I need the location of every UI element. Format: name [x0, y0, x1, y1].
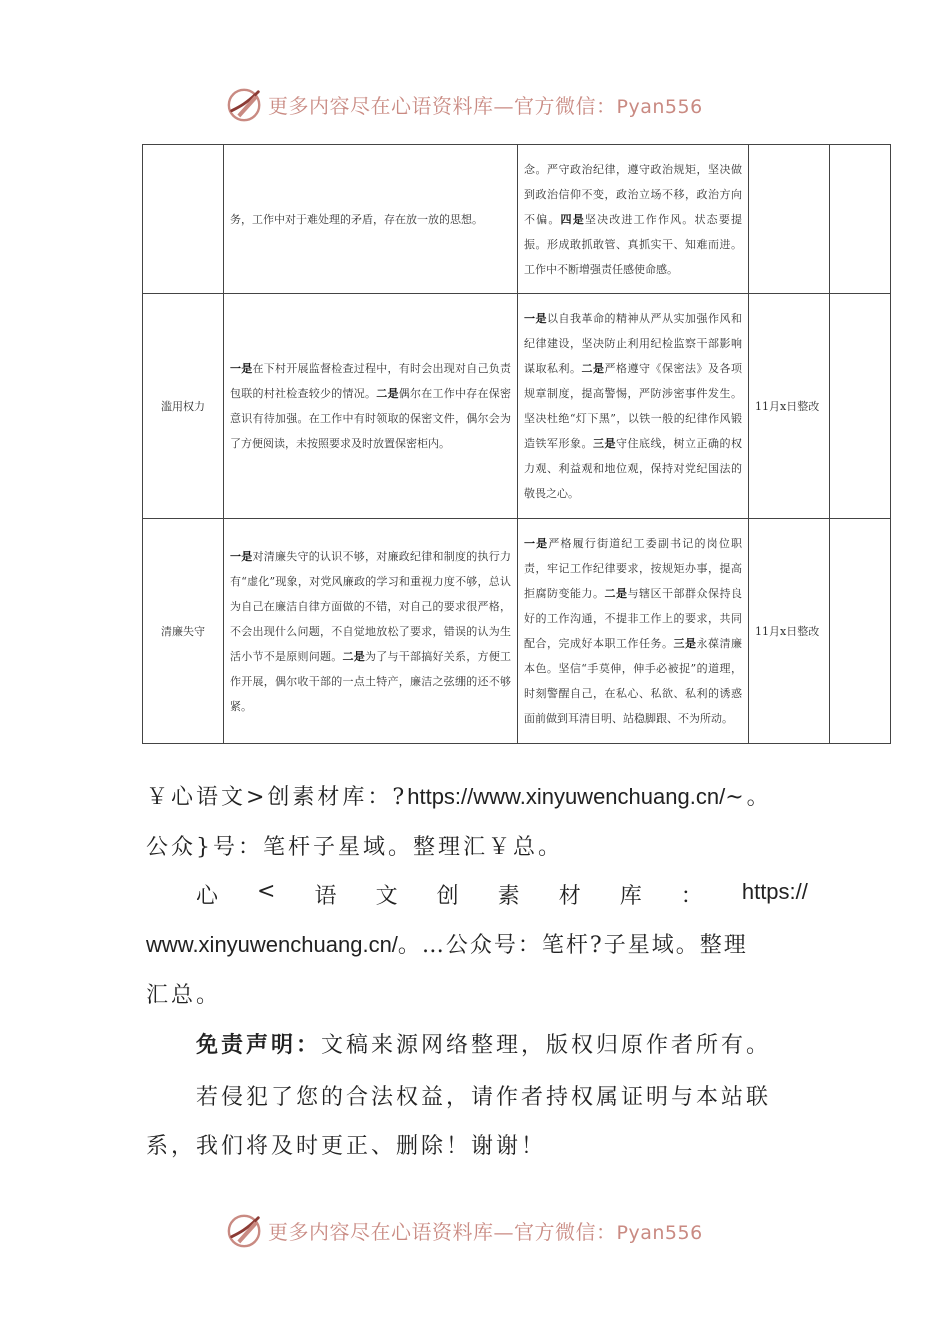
source-line-5: 汇总。	[146, 983, 222, 1008]
item-lead: 二是	[376, 387, 399, 400]
item-lead: 二是	[604, 587, 628, 600]
item-lead: 三是	[673, 637, 697, 650]
item-text: 守住底线，树立正确的权力观、利益观和地位观，保持对党纪国法的敬畏之心。	[524, 437, 742, 500]
pen-logo-icon	[226, 86, 264, 124]
item-lead: 一是	[230, 549, 253, 563]
item-text: 严格遵守《保密法》及各项规章制度，提高警惕，严防涉密事件发生。坚决杜绝“灯下黑”，以铁一般的纪律作风锻造铁军形象。	[524, 362, 742, 450]
disclaimer-text: 文稿来源网络整理，版权归原作者所有。	[321, 1033, 772, 1058]
footer-banner	[0, 1210, 950, 1254]
measures-cell	[518, 145, 749, 294]
rectification-table	[142, 144, 891, 744]
spaced-char: 素	[497, 884, 520, 909]
measures-cell	[518, 294, 749, 519]
item-text: 与辖区干部群众保持良好的工作沟通，不提非工作上的要求，共同配合，完成好本职工作任务。	[524, 587, 742, 650]
item-lead: 三是	[593, 437, 616, 450]
spaced-char: 库	[619, 884, 642, 909]
item-lead: 一是	[524, 312, 547, 325]
notice-line-1: 若侵犯了您的合法权益，请作者持权属证明与本站联	[196, 1085, 772, 1110]
source-line-4: www.xinyuwenchuang.cn/。…公众号：笔杆?子星域。整理	[146, 932, 748, 958]
measures-cell	[518, 519, 749, 744]
item-text: 对清廉失守的认识不够，对廉政纪律和制度的执行力有“虚化”现象，对党风廉政的学习和重视力度不够，总认为自己在廉洁自律方面做的不错，对自己的要求很严格，不会出现什么问题，不自觉地放松了要求，错误的认为生活小节不是原则问题。	[230, 549, 511, 663]
deadline-cell: 11月x日整改	[749, 519, 830, 744]
spaced-char: <	[257, 879, 276, 904]
note-cell	[830, 519, 891, 744]
source-line-2: 公众}号：笔杆子星域。整理汇￥总。	[146, 835, 563, 860]
spaced-char: ：	[680, 884, 703, 909]
item-lead: 一是	[524, 537, 549, 550]
item-text: 念。严守政治纪律，遵守政治规矩，坚决做到政治信仰不变，政治立场不移，政治方向不偏。	[524, 162, 742, 226]
note-cell	[830, 294, 891, 519]
source-line-1: ￥心语文>创素材库：?https://www.xinyuwenchuang.cn/~。	[146, 784, 772, 810]
source-line-3	[196, 879, 808, 910]
item-text: 永葆清廉本色。坚信“手莫伸，伸手必被捉”的道理，时刻警醒自己，在私心、私欲、私利的诱惑面前做到耳清目明、站稳脚跟、不为所动。	[524, 637, 742, 725]
item-text: 偶尔在工作中存在保密意识有待加强。在工作中有时领取的保密文件，偶尔会为了方便阅读，未按照要求及时放置保密柜内。	[230, 387, 511, 450]
banner-text: 更多内容尽在心语资料库—官方微信：Pyan556	[268, 94, 703, 118]
spaced-char: 语	[314, 884, 337, 909]
banner-text: 更多内容尽在心语资料库—官方微信：Pyan556	[268, 1220, 703, 1244]
disclaimer-label: 免责声明：	[196, 1033, 322, 1058]
item-text: 以自我革命的精神从严从实加强作风和纪律建设，坚决防止利用纪检监察干部影响谋取私利。	[524, 312, 742, 375]
header-banner	[0, 84, 950, 128]
item-text: 在下村开展监督检查过程中，有时会出现对自己负责包联的村社检查较少的情况。	[230, 362, 511, 400]
table-row	[143, 519, 891, 744]
deadline-cell: 11月x日整改	[749, 294, 830, 519]
item-lead: 二是	[342, 649, 365, 663]
spaced-char: 创	[436, 884, 459, 909]
problem-cell	[224, 519, 518, 744]
footer-text-block	[146, 780, 808, 1160]
pen-logo-icon	[226, 1212, 264, 1250]
item-text: 为了与干部搞好关系，方便工作开展，偶尔收干部的一点土特产，廉洁之弦绷的还不够紧。	[230, 649, 511, 713]
item-text: 坚决改进工作作风。状态要提振。形成敢抓敢管、真抓实干、知难而进。工作中不断增强责任感使命感。	[524, 212, 743, 276]
spaced-char: 心	[196, 884, 219, 909]
spaced-char: https://	[741, 879, 808, 904]
note-cell	[830, 145, 891, 294]
spaced-char: 文	[375, 884, 398, 909]
table-row	[143, 145, 891, 294]
item-lead: 四是	[560, 212, 585, 226]
problem-cell	[224, 294, 518, 519]
spaced-char: 材	[558, 884, 581, 909]
table-row	[143, 294, 891, 519]
category-cell: 滥用权力	[143, 294, 224, 519]
item-text: 严格履行街道纪工委副书记的岗位职责，牢记工作纪律要求，按规矩办事，提高拒腐防变能力。	[524, 537, 743, 600]
notice-line-2: 系，我们将及时更正、删除！谢谢！	[146, 1134, 547, 1159]
deadline-cell	[749, 145, 830, 294]
category-cell	[143, 145, 224, 294]
category-cell: 清廉失守	[143, 519, 224, 744]
item-lead: 二是	[581, 362, 605, 375]
item-lead: 一是	[230, 362, 253, 375]
item-text: 务，工作中对于难处理的矛盾，存在放一放的思想。	[230, 212, 483, 226]
disclaimer	[196, 1028, 771, 1059]
problem-cell	[224, 145, 518, 294]
